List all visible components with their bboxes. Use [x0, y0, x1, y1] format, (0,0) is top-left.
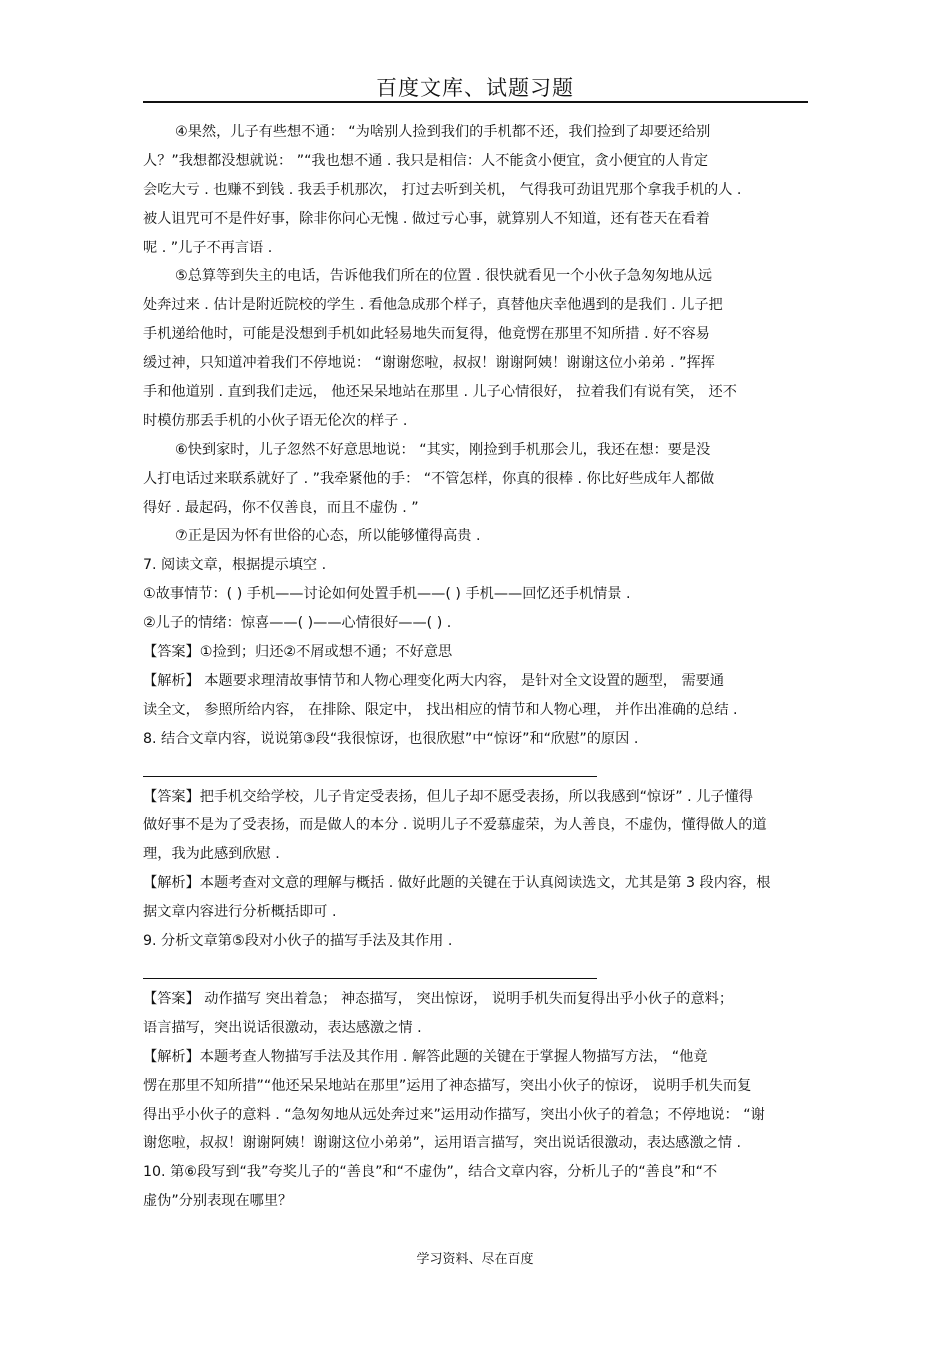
text-line: 缓过神，只知道冲着我们不停地说： “谢谢您啦，叔叔！谢谢阿姨！谢谢这位小弟弟 . ”挥挥: [143, 355, 715, 372]
text-line: 处奔过来 . 估计是附近院校的学生 . 看他急成那个样子，真替他庆幸他遇到的是我们 . 儿子把: [143, 297, 723, 314]
text-line: 被人诅咒可不是件好事，除非你问心无愧 . 做过亏心事，就算别人不知道，还有苍天在看着: [143, 210, 710, 227]
header-divider: [143, 101, 808, 103]
paragraph-6: [143, 436, 809, 523]
text-line: ⑥快到家时，儿子忽然不好意思地说： “其实，刚捡到手机那会儿，我还在想：要是没: [175, 441, 711, 458]
page-header-title: 百度文库、试题习题: [376, 76, 574, 100]
analysis-text: 据文章内容进行分析概括即可 .: [143, 904, 337, 921]
text-line: ①故事情节：( ) 手机——讨论如何处置手机——( ) 手机——回忆还手机情景 .: [143, 586, 631, 603]
analysis-text: 得出乎小伙子的意料 . “急匆匆地从远处奔过来”运用动作描写，突出小伙子的着急；不停地说： “谢: [143, 1106, 765, 1123]
text-line: 人？”我想都没想就说： ”“我也想不通 . 我只是相信：人不能贪小便宜，贪小便宜的人肯定: [143, 152, 709, 169]
text-line: ④果然，儿子有些想不通： “为啥别人捡到我们的手机都不还，我们捡到了却要还给别: [175, 124, 711, 140]
answer-text: 【答案】把手机交给学校，儿子肯定受表扬，但儿子却不愿受表扬，所以我感到“惊讶” . 儿子懂得: [143, 788, 753, 805]
question-prompt: 虚伪”分别表现在哪里？: [143, 1193, 293, 1210]
question-7: [143, 551, 809, 724]
question-9: [143, 927, 809, 1158]
analysis-text: 愣在那里不知所措”“他还呆呆地站在那里”运用了神态描写，突出小伙子的惊讶， 说明手机失而复: [143, 1077, 752, 1094]
analysis-text: 【解析】本题考查人物描写手法及其作用 . 解答此题的关键在于掌握人物描写方法， “他竟: [143, 1048, 708, 1065]
text-line: 得好 . 最起码，你不仅善良，而且不虚伪 . ”: [143, 499, 419, 516]
paragraph-5: [143, 262, 809, 435]
text-line: ⑤总算等到失主的电话，告诉他我们所在的位置 . 很快就看见一个小伙子急匆匆地从远: [175, 268, 713, 285]
text-line: 会吃大亏 . 也赚不到钱 . 我丢手机那次， 打过去听到关机， 气得我可劲诅咒那个拿我手机的人 .: [143, 181, 742, 198]
analysis-text: 【解析】本题考查对文意的理解与概括 . 做好此题的关键在于认真阅读选文，尤其是第 3 段内容，根: [143, 875, 771, 892]
answer-text: 语言描写，突出说话很激动，表达感激之情 .: [143, 1019, 422, 1036]
answer-text: 【答案】①捡到；归还②不屑或想不通；不好意思: [143, 644, 453, 661]
answer-text: 做好事不是为了受表扬，而是做人的本分 . 说明儿子不爱慕虚荣，为人善良，不虚伪，懂得做人的道: [143, 817, 767, 834]
answer-blank-line: [143, 978, 597, 979]
answer-text: 【答案】 动作描写 突出着急； 神态描写， 突出惊讶， 说明手机失而复得出乎小伙子的意料；: [143, 990, 734, 1007]
page-footer: 学习资料、尽在百度: [416, 1252, 534, 1267]
text-line: 手机递给他时，可能是没想到手机如此轻易地失而复得，他竟愣在那里不知所措 . 好不容易: [143, 326, 710, 343]
paragraph-7: [143, 522, 809, 551]
analysis-text: 【解析】 本题要求理清故事情节和人物心理变化两大内容， 是针对全文设置的题型， 需要通: [143, 672, 725, 689]
paragraph-4: [143, 118, 809, 262]
text-line: ⑦正是因为怀有世俗的心态，所以能够懂得高贵 .: [175, 528, 481, 545]
text-line: ②儿子的情绪：惊喜——( )——心情很好——( ) .: [143, 615, 452, 632]
question-prompt: 10. 第⑥段写到“我”夸奖儿子的“善良”和“不虚伪”，结合文章内容，分析儿子的“善良”和“不: [143, 1164, 718, 1181]
text-line: 呢 . ”儿子不再言语 .: [143, 239, 273, 256]
answer-blank-line: [143, 776, 597, 777]
question-prompt: 7. 阅读文章，根据提示填空 .: [143, 557, 327, 574]
analysis-text: 谢您啦，叔叔！谢谢阿姨！谢谢这位小弟弟”，运用语言描写，突出说话很激动，表达感激之情 .: [143, 1135, 742, 1152]
analysis-text: 读全文， 参照所给内容， 在排除、限定中， 找出相应的情节和人物心理， 并作出准确的总结 .: [143, 701, 738, 718]
question-10: [143, 1158, 809, 1216]
question-prompt: 8. 结合文章内容，说说第③段“我很惊讶，也很欣慰”中“惊讶”和“欣慰”的原因 .: [143, 730, 639, 747]
answer-text: 理，我为此感到欣慰 .: [143, 846, 280, 863]
text-line: 手和他道别 . 直到我们走远， 他还呆呆地站在那里 . 儿子心情很好， 拉着我们有说有笑， 还不: [143, 384, 737, 401]
text-line: 人打电话过来联系就好了 . ”我牵紧他的手： “不管怎样，你真的很棒 . 你比好些成年人都做: [143, 470, 715, 487]
document-body: [143, 118, 809, 1216]
text-line: 时模仿那丢手机的小伙子语无伦次的样子 .: [143, 412, 408, 429]
question-prompt: 9. 分析文章第⑤段对小伙子的描写手法及其作用 .: [143, 933, 453, 950]
question-8: [143, 725, 809, 927]
